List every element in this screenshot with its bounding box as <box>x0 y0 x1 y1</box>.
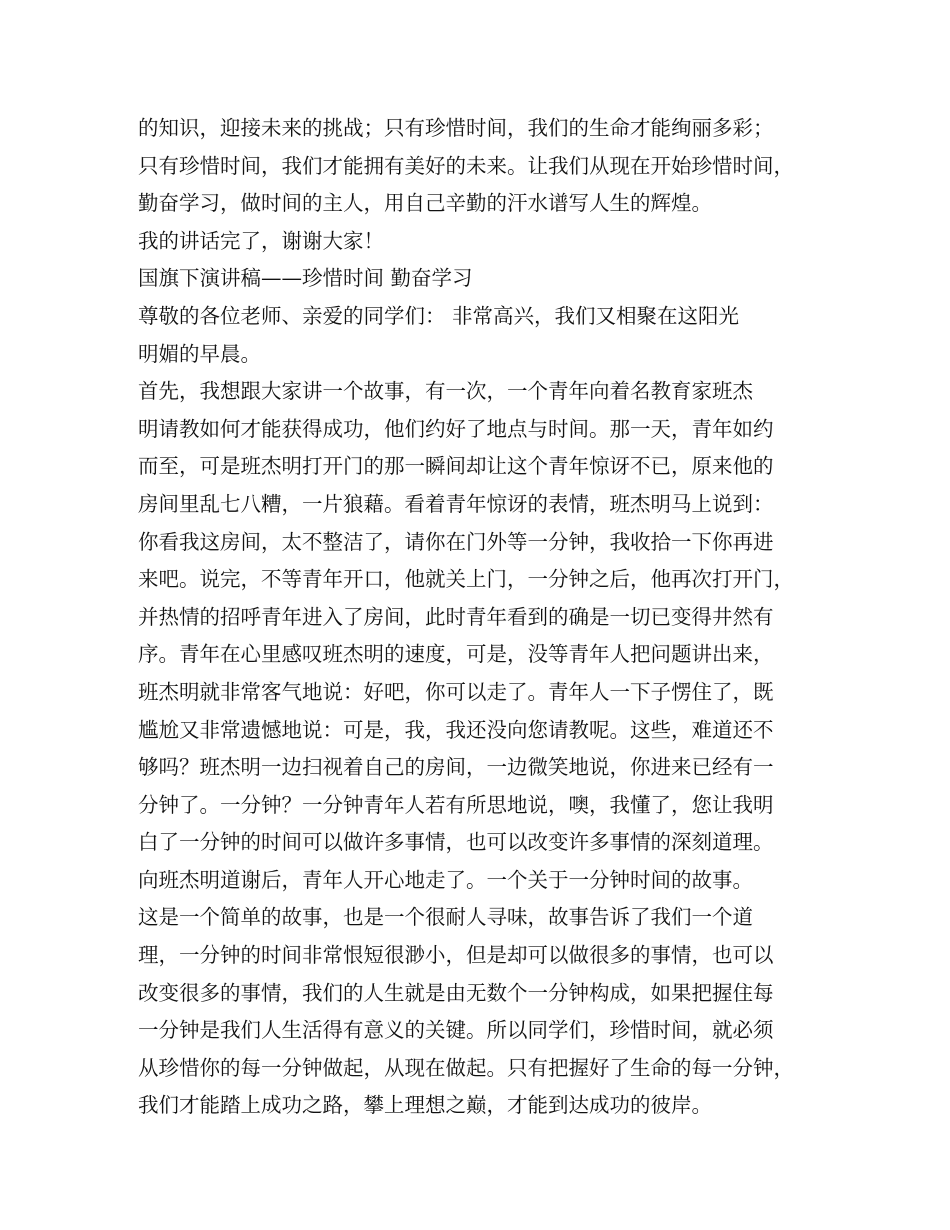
salutation-line: 尊敬的各位老师、亲爱的同学们： 非常高兴，我们又相聚在这阳光 <box>138 303 740 328</box>
text-line: 并热情的招呼青年进入了房间，此时青年看到的确是一切已变得井然有 <box>138 604 774 629</box>
text-line: 理，一分钟的时间非常恨短很渺小，但是却可以做很多的事情，也可以 <box>138 943 774 968</box>
text-line: 明媚的早晨。 <box>138 341 261 366</box>
text-line: 首先，我想跟大家讲一个故事，有一次，一个青年向着名教育家班杰 <box>138 379 753 404</box>
text-line: 尴尬又非常遗憾地说：可是，我，我还没向您请教呢。这些，难道还不 <box>138 717 774 742</box>
closing-remark: 我的讲话完了，谢谢大家！ <box>138 228 384 253</box>
text-line: 的知识，迎接未来的挑战；只有珍惜时间，我们的生命才能绚丽多彩； <box>138 116 774 140</box>
text-line: 这是一个简单的故事，也是一个很耐人寻味，故事告诉了我们一个道 <box>138 905 753 930</box>
text-line: 白了一分钟的时间可以做许多事情，也可以改变许多事情的深刻道理。 <box>138 830 774 855</box>
text-line: 房间里乱七八糟，一片狼藉。看着青年惊讶的表情，班杰明马上说到： <box>138 491 774 516</box>
text-line: 来吧。说完，不等青年开口，他就关上门，一分钟之后，他再次打开门， <box>138 567 794 592</box>
text-line: 我们才能踏上成功之路，攀上理想之巅，才能到达成功的彼岸。 <box>138 1093 712 1118</box>
text-line: 你看我这房间，太不整洁了，请你在门外等一分钟，我收拾一下你再进 <box>138 529 774 554</box>
text-line: 勤奋学习，做时间的主人，用自己辛勤的汗水谱写人生的辉煌。 <box>138 191 712 216</box>
text-line: 只有珍惜时间，我们才能拥有美好的未来。让我们从现在开始珍惜时间， <box>138 153 794 178</box>
text-line: 一分钟是我们人生活得有意义的关键。所以同学们，珍惜时间，就必须 <box>138 1018 774 1043</box>
text-line: 改变很多的事情，我们的人生就是由无数个一分钟构成，如果把握住每 <box>138 980 774 1005</box>
text-line: 向班杰明道谢后，青年人开心地走了。一个关于一分钟时间的故事。 <box>138 867 753 892</box>
text-line: 序。青年在心里感叹班杰明的速度，可是，没等青年人把问题讲出来， <box>138 642 774 667</box>
text-line: 明请教如何才能获得成功，他们约好了地点与时间。那一天，青年如约 <box>138 416 774 441</box>
document-body <box>138 110 818 1125</box>
text-line: 班杰明就非常客气地说：好吧，你可以走了。青年人一下子愣住了，既 <box>138 679 774 704</box>
text-line: 而至，可是班杰明打开门的那一瞬间却让这个青年惊讶不已，原来他的 <box>138 454 774 479</box>
text-line: 够吗？班杰明一边扫视着自己的房间，一边微笑地说，你进来已经有一 <box>138 755 774 780</box>
text-line: 从珍惜你的每一分钟做起，从现在做起。只有把握好了生命的每一分钟， <box>138 1055 794 1080</box>
speech-title: 国旗下演讲稿——珍惜时间 勤奋学习 <box>138 266 473 291</box>
text-line: 分钟了。一分钟？一分钟青年人若有所思地说，噢，我懂了，您让我明 <box>138 792 774 817</box>
